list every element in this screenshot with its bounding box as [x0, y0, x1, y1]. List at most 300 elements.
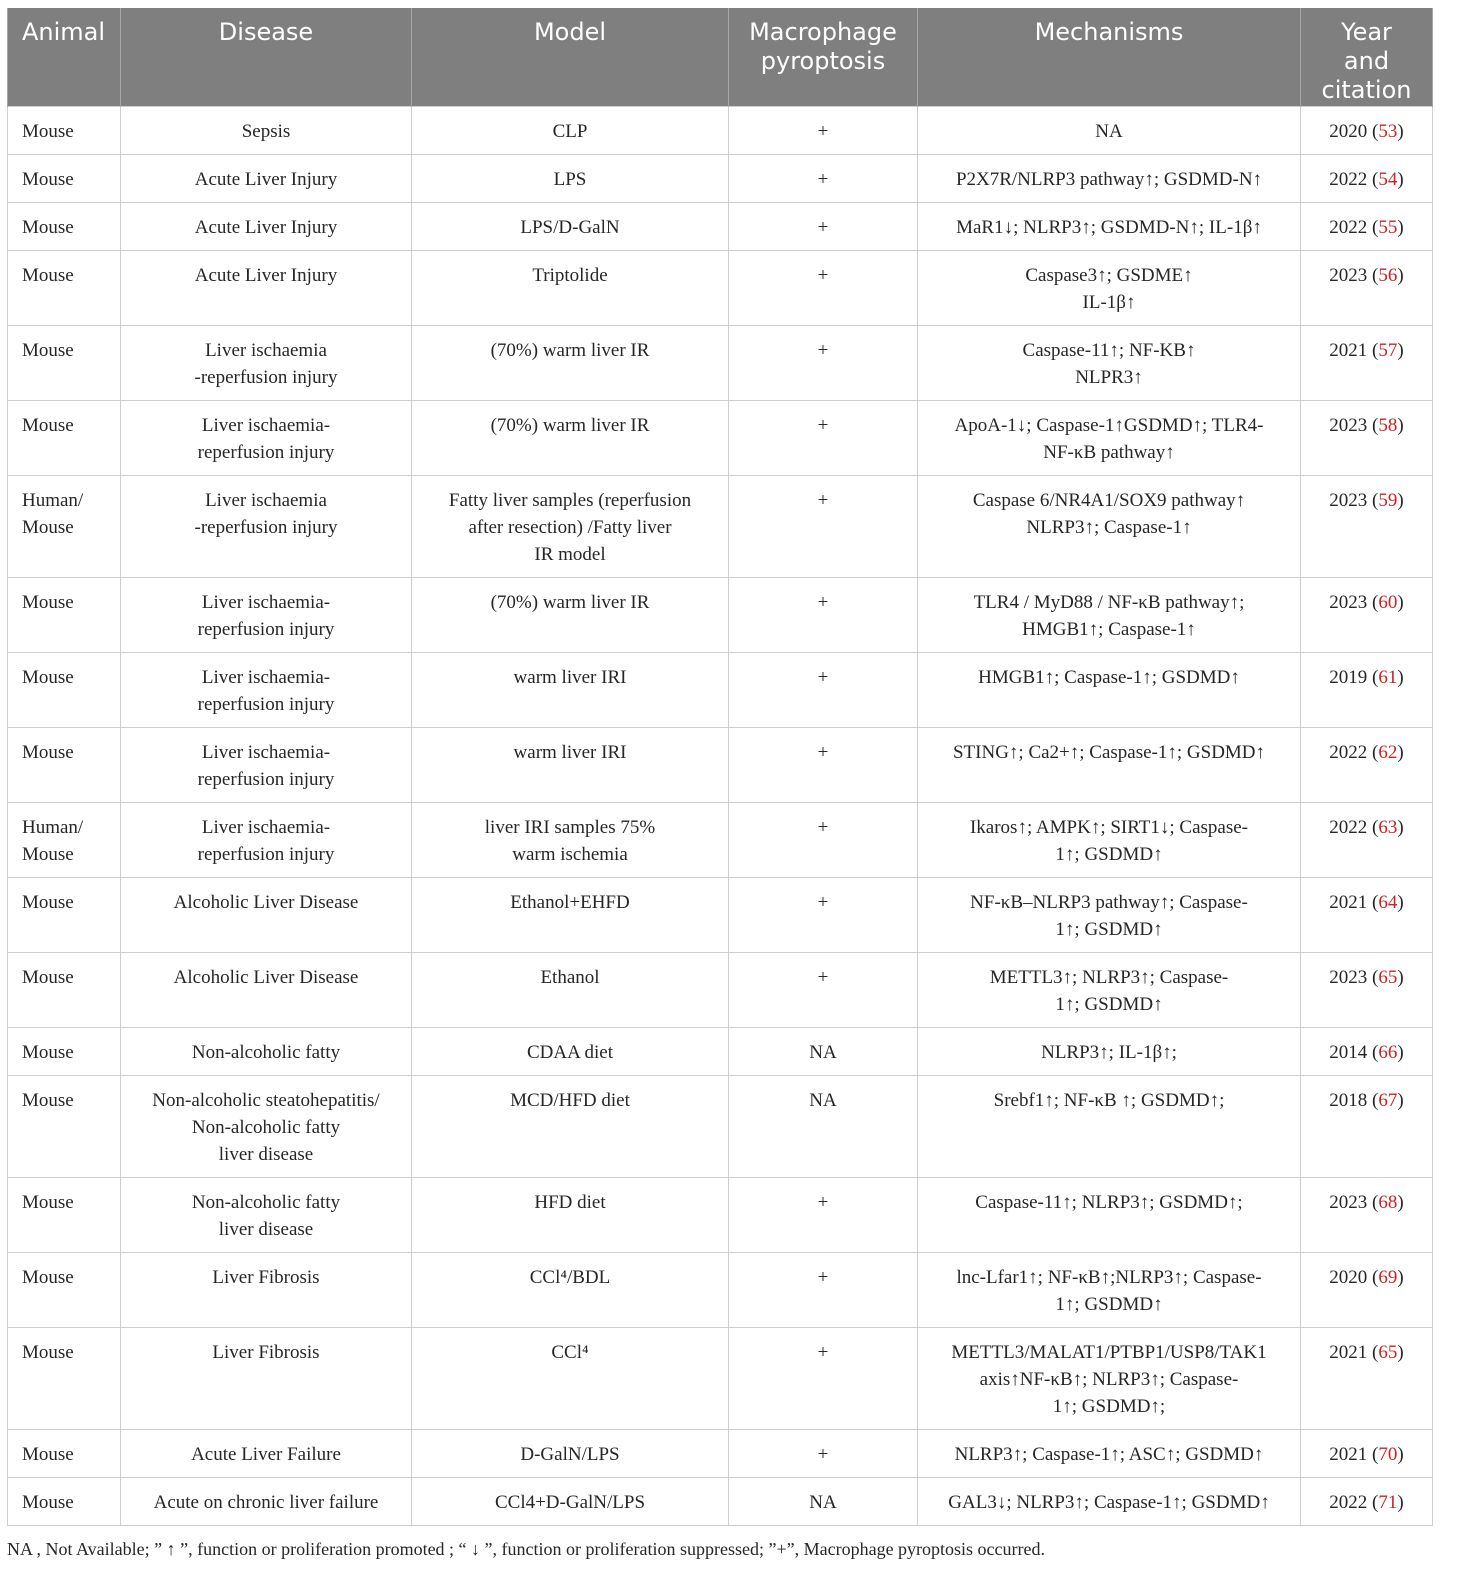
year: 2022	[1329, 741, 1368, 763]
mechanisms-line: TLR4 / MyD88 / NF-κB pathway↑;	[973, 591, 1245, 613]
table-row	[8, 727, 1433, 802]
mechanisms-line: Caspase-11↑; NLRP3↑; GSDMD↑;	[975, 1191, 1243, 1213]
cell-year-citation: 2021 (64)	[1301, 877, 1433, 952]
header-line: Model	[533, 18, 607, 46]
animal-line: Mouse	[22, 741, 74, 763]
pyroptosis-line: +	[817, 489, 829, 511]
cell-model	[412, 202, 729, 250]
mechanisms-line: Ikaros↑; AMPK↑; SIRT1↓; Caspase-	[969, 816, 1249, 838]
cell-year-citation: 2023 (59)	[1301, 475, 1433, 577]
animal-line: Mouse	[22, 591, 74, 613]
disease-line: liver disease	[218, 1143, 314, 1165]
column-header-pyroptosis	[729, 8, 918, 106]
citation-link[interactable]: 55	[1378, 216, 1398, 238]
model-line: Triptolide	[532, 264, 608, 286]
mechanisms-line: NA	[1095, 120, 1123, 142]
year: 2023	[1329, 414, 1368, 436]
citation-link[interactable]: 56	[1378, 264, 1398, 286]
cell-pyroptosis	[729, 1027, 918, 1075]
cell-mechanisms	[918, 652, 1301, 727]
cell-model	[412, 727, 729, 802]
cell-animal	[8, 1075, 121, 1177]
animal-line: Mouse	[22, 1341, 74, 1363]
table-footnote: NA , Not Available; ” ↑ ”, function or proliferation promoted ; “ ↓ ”, function or proliferation suppressed; ”+”, Macrophage pyroptosis occurred.	[7, 1539, 1046, 1559]
table-row	[8, 1075, 1433, 1177]
cell-mechanisms	[918, 202, 1301, 250]
disease-line: Sepsis	[241, 120, 291, 142]
pyroptosis-line: +	[817, 816, 829, 838]
mechanisms-line: NF-κB–NLRP3 pathway↑; Caspase-	[970, 891, 1248, 913]
cell-year-citation: 2020 (53)	[1301, 106, 1433, 154]
cell-disease	[121, 652, 412, 727]
cell-disease	[121, 1027, 412, 1075]
cell-year-citation: 2023 (58)	[1301, 400, 1433, 475]
table-row	[8, 1252, 1433, 1327]
mechanisms-line: NLRP3↑; Caspase-1↑	[1026, 516, 1192, 538]
cell-mechanisms	[918, 877, 1301, 952]
pyroptosis-line: +	[817, 168, 829, 190]
cell-disease	[121, 727, 412, 802]
disease-line: Liver ischaemia-	[201, 816, 331, 838]
year: 2020	[1329, 120, 1368, 142]
table-row	[8, 802, 1433, 877]
cell-year-citation: 2018 (67)	[1301, 1075, 1433, 1177]
year: 2021	[1329, 1443, 1368, 1465]
model-line: (70%) warm liver IR	[490, 414, 650, 436]
cell-pyroptosis	[729, 1177, 918, 1252]
animal-line: Mouse	[22, 168, 74, 190]
cell-year-citation: 2022 (54)	[1301, 154, 1433, 202]
disease-line: Acute Liver Injury	[194, 216, 338, 238]
pyroptosis-line: +	[817, 414, 829, 436]
pyroptosis-line: +	[817, 966, 829, 988]
pyroptosis-line: NA	[809, 1491, 837, 1513]
year: 2023	[1329, 1191, 1368, 1213]
cell-mechanisms	[918, 1075, 1301, 1177]
disease-line: Acute Liver Failure	[191, 1443, 341, 1465]
animal-line: Mouse	[22, 1041, 74, 1063]
cell-disease	[121, 1177, 412, 1252]
animal-line: Mouse	[22, 414, 74, 436]
model-line: CCl⁴/BDL	[529, 1266, 611, 1288]
cell-animal	[8, 802, 121, 877]
cell-mechanisms	[918, 1252, 1301, 1327]
citation-link[interactable]: 60	[1378, 591, 1398, 613]
cell-year-citation: 2022 (62)	[1301, 727, 1433, 802]
disease-line: reperfusion injury	[197, 843, 335, 865]
citation-link[interactable]: 63	[1378, 816, 1398, 838]
citation-link[interactable]: 62	[1378, 741, 1398, 763]
cell-pyroptosis	[729, 1327, 918, 1429]
model-line: warm liver IRI	[513, 666, 627, 688]
disease-line: liver disease	[218, 1218, 314, 1240]
table-row	[8, 652, 1433, 727]
cell-disease	[121, 250, 412, 325]
table-row	[8, 1177, 1433, 1252]
cell-pyroptosis	[729, 202, 918, 250]
model-line: CCl⁴	[551, 1341, 589, 1363]
mechanisms-line: GAL3↓; NLRP3↑; Caspase-1↑; GSDMD↑	[948, 1491, 1270, 1513]
model-line: MCD/HFD diet	[510, 1089, 630, 1111]
disease-line: Non-alcoholic fatty	[191, 1041, 341, 1063]
cell-model	[412, 952, 729, 1027]
disease-line: Liver Fibrosis	[212, 1266, 320, 1288]
cell-year-citation: 2022 (55)	[1301, 202, 1433, 250]
model-line: warm ischemia	[512, 843, 628, 865]
table-body	[8, 106, 1433, 1525]
year: 2018	[1329, 1089, 1368, 1111]
cell-animal	[8, 202, 121, 250]
header-line: Disease	[218, 18, 314, 46]
column-header-mechanisms	[918, 8, 1301, 106]
cell-pyroptosis	[729, 325, 918, 400]
year: 2023	[1329, 489, 1368, 511]
mechanisms-line: 1↑; GSDMD↑	[1055, 918, 1163, 940]
cell-mechanisms	[918, 154, 1301, 202]
year: 2023	[1329, 966, 1368, 988]
table-row	[8, 400, 1433, 475]
cell-disease	[121, 802, 412, 877]
cell-year-citation: 2021 (57)	[1301, 325, 1433, 400]
cell-pyroptosis	[729, 475, 918, 577]
year: 2021	[1329, 891, 1368, 913]
cell-mechanisms	[918, 1429, 1301, 1477]
year: 2021	[1329, 1341, 1368, 1363]
cell-mechanisms	[918, 475, 1301, 577]
cell-pyroptosis	[729, 1477, 918, 1525]
citation-link[interactable]: 70	[1378, 1443, 1398, 1465]
cell-model	[412, 154, 729, 202]
cell-pyroptosis	[729, 400, 918, 475]
cell-year-citation: 2023 (68)	[1301, 1177, 1433, 1252]
year: 2022	[1329, 216, 1368, 238]
cell-model	[412, 1477, 729, 1525]
citation-link[interactable]: 68	[1378, 1191, 1398, 1213]
citation-link[interactable]: 69	[1378, 1266, 1398, 1288]
header-line: pyroptosis	[760, 47, 886, 75]
mechanisms-line: IL-1β↑	[1082, 291, 1136, 313]
mechanisms-line: ApoA-1↓; Caspase-1↑GSDMD↑; TLR4-	[954, 414, 1264, 436]
animal-line: Mouse	[22, 843, 74, 865]
cell-disease	[121, 325, 412, 400]
year: 2022	[1329, 816, 1368, 838]
header-line: Mechanisms	[1034, 18, 1184, 46]
cell-pyroptosis	[729, 250, 918, 325]
citation-link[interactable]: 65	[1378, 1341, 1398, 1363]
cell-mechanisms	[918, 1327, 1301, 1429]
cell-model	[412, 250, 729, 325]
mechanisms-line: NLRP3↑; IL-1β↑;	[1041, 1041, 1177, 1063]
cell-model	[412, 106, 729, 154]
disease-line: Liver ischaemia-	[201, 591, 331, 613]
cell-disease	[121, 1429, 412, 1477]
disease-line: Acute Liver Injury	[194, 264, 338, 286]
cell-pyroptosis	[729, 1075, 918, 1177]
animal-line: Mouse	[22, 216, 74, 238]
citation-link[interactable]: 71	[1378, 1491, 1398, 1513]
cell-mechanisms	[918, 802, 1301, 877]
disease-line: -reperfusion injury	[194, 516, 338, 538]
cell-animal	[8, 1429, 121, 1477]
disease-line: Liver Fibrosis	[212, 1341, 320, 1363]
cell-disease	[121, 877, 412, 952]
disease-line: Non-alcoholic fatty	[191, 1116, 341, 1138]
year: 2022	[1329, 1491, 1368, 1513]
cell-model	[412, 802, 729, 877]
table-row	[8, 154, 1433, 202]
disease-line: -reperfusion injury	[194, 366, 338, 388]
disease-line: reperfusion injury	[197, 618, 335, 640]
cell-mechanisms	[918, 325, 1301, 400]
cell-animal	[8, 1477, 121, 1525]
model-line: CLP	[552, 120, 588, 142]
animal-line: Mouse	[22, 891, 74, 913]
cell-disease	[121, 1477, 412, 1525]
disease-line: Acute on chronic liver failure	[153, 1491, 379, 1513]
cell-model	[412, 877, 729, 952]
mechanisms-line: Srebf1↑; NF-κB ↑; GSDMD↑;	[993, 1089, 1225, 1111]
animal-line: Mouse	[22, 1191, 74, 1213]
mechanisms-line: Caspase-11↑; NF-KB↑	[1022, 339, 1196, 361]
model-line: (70%) warm liver IR	[490, 591, 650, 613]
header-line: Animal	[22, 18, 106, 46]
cell-model	[412, 577, 729, 652]
disease-line: reperfusion injury	[197, 693, 335, 715]
table-row	[8, 1477, 1433, 1525]
pyroptosis-line: +	[817, 1341, 829, 1363]
cell-mechanisms	[918, 400, 1301, 475]
pyroptosis-line: +	[817, 216, 829, 238]
table-row	[8, 106, 1433, 154]
citation-link[interactable]: 64	[1378, 891, 1398, 913]
citation-link[interactable]: 54	[1378, 168, 1398, 190]
animal-line: Mouse	[22, 1491, 74, 1513]
cell-animal	[8, 1177, 121, 1252]
cell-animal	[8, 250, 121, 325]
cell-model	[412, 400, 729, 475]
cell-pyroptosis	[729, 952, 918, 1027]
disease-line: Liver ischaemia-	[201, 741, 331, 763]
model-line: LPS	[553, 168, 587, 190]
mechanisms-line: NLPR3↑	[1075, 366, 1143, 388]
model-line: after resection) /Fatty liver	[468, 516, 672, 538]
header-row	[8, 8, 1433, 106]
model-line: warm liver IRI	[513, 741, 627, 763]
disease-line: reperfusion injury	[197, 441, 335, 463]
cell-year-citation: 2023 (65)	[1301, 952, 1433, 1027]
animal-line: Mouse	[22, 1266, 74, 1288]
table-header	[8, 8, 1433, 106]
cell-animal	[8, 106, 121, 154]
cell-year-citation: 2022 (71)	[1301, 1477, 1433, 1525]
cell-year-citation: 2022 (63)	[1301, 802, 1433, 877]
header-line: Macrophage	[749, 18, 897, 46]
citation-link[interactable]: 66	[1378, 1041, 1398, 1063]
mechanisms-line: Caspase3↑; GSDME↑	[1025, 264, 1193, 286]
citation-link[interactable]: 67	[1378, 1089, 1398, 1111]
disease-line: reperfusion injury	[197, 768, 335, 790]
citation-link[interactable]: 53	[1378, 120, 1398, 142]
year: 2022	[1329, 168, 1368, 190]
mechanisms-line: HMGB1↑; Caspase-1↑	[1022, 618, 1196, 640]
mechanisms-line: STING↑; Ca2+↑; Caspase-1↑; GSDMD↑	[952, 741, 1266, 763]
cell-disease	[121, 400, 412, 475]
cell-animal	[8, 1252, 121, 1327]
cell-pyroptosis	[729, 577, 918, 652]
animal-line: Mouse	[22, 516, 74, 538]
citation-link[interactable]: 58	[1378, 414, 1398, 436]
cell-pyroptosis	[729, 877, 918, 952]
year: 2019	[1329, 666, 1368, 688]
disease-line: Liver ischaemia	[205, 339, 327, 361]
table-row	[8, 577, 1433, 652]
cell-animal	[8, 400, 121, 475]
cell-disease	[121, 1075, 412, 1177]
animal-line: Mouse	[22, 966, 74, 988]
model-line: D-GalN/LPS	[520, 1443, 620, 1465]
cell-year-citation: 2021 (65)	[1301, 1327, 1433, 1429]
animal-line: Mouse	[22, 1443, 74, 1465]
cell-animal	[8, 475, 121, 577]
cell-animal	[8, 727, 121, 802]
header-line: citation	[1321, 76, 1412, 104]
pyroptosis-line: +	[817, 339, 829, 361]
model-line: CCl4+D-GalN/LPS	[494, 1491, 646, 1513]
model-line: Ethanol	[540, 966, 600, 988]
mechanisms-line: MaR1↓; NLRP3↑; GSDMD-N↑; IL-1β↑	[956, 216, 1262, 238]
cell-model	[412, 1027, 729, 1075]
mechanisms-line: lnc-Lfar1↑; NF-κB↑;NLRP3↑; Caspase-	[956, 1266, 1262, 1288]
table-row	[8, 952, 1433, 1027]
table-row	[8, 877, 1433, 952]
cell-model	[412, 1177, 729, 1252]
citation-link[interactable]: 57	[1378, 339, 1398, 361]
model-line: IR model	[534, 543, 606, 565]
cell-pyroptosis	[729, 1252, 918, 1327]
pyroptosis-line: +	[817, 891, 829, 913]
table-row	[8, 202, 1433, 250]
pyroptosis-line: +	[817, 1191, 829, 1213]
cell-disease	[121, 1327, 412, 1429]
header-line: Year	[1341, 18, 1392, 46]
cell-year-citation: 2021 (70)	[1301, 1429, 1433, 1477]
year: 2021	[1329, 339, 1368, 361]
disease-line: Non-alcoholic steatohepatitis/	[152, 1089, 380, 1111]
citation-link[interactable]: 61	[1378, 666, 1398, 688]
cell-animal	[8, 577, 121, 652]
mechanisms-line: axis↑NF-κB↑; NLRP3↑; Caspase-	[979, 1368, 1239, 1390]
cell-pyroptosis	[729, 727, 918, 802]
cell-disease	[121, 475, 412, 577]
pyroptosis-line: +	[817, 120, 829, 142]
pyroptosis-line: +	[817, 1443, 829, 1465]
disease-line: Acute Liver Injury	[194, 168, 338, 190]
cell-mechanisms	[918, 577, 1301, 652]
column-header-year	[1301, 8, 1433, 106]
cell-mechanisms	[918, 106, 1301, 154]
column-header-animal	[8, 8, 121, 106]
cell-disease	[121, 106, 412, 154]
mechanisms-line: 1↑; GSDMD↑	[1055, 1293, 1163, 1315]
cell-animal	[8, 325, 121, 400]
pyroptosis-line: +	[817, 741, 829, 763]
cell-disease	[121, 154, 412, 202]
citation-link[interactable]: 59	[1378, 489, 1398, 511]
cell-disease	[121, 1252, 412, 1327]
cell-animal	[8, 877, 121, 952]
pyroptosis-table	[7, 8, 1433, 1526]
animal-line: Mouse	[22, 1089, 74, 1111]
cell-mechanisms	[918, 727, 1301, 802]
animal-line: Human/	[22, 816, 84, 838]
cell-pyroptosis	[729, 802, 918, 877]
column-header-model	[412, 8, 729, 106]
pyroptosis-line: +	[817, 1266, 829, 1288]
cell-mechanisms	[918, 1027, 1301, 1075]
header-line: and	[1343, 47, 1390, 75]
cell-model	[412, 1327, 729, 1429]
pyroptosis-line: +	[817, 591, 829, 613]
disease-line: Liver ischaemia-	[201, 414, 331, 436]
cell-disease	[121, 577, 412, 652]
pyroptosis-line: +	[817, 666, 829, 688]
disease-line: Liver ischaemia-	[201, 666, 331, 688]
cell-animal	[8, 1327, 121, 1429]
pyroptosis-line: +	[817, 264, 829, 286]
animal-line: Mouse	[22, 339, 74, 361]
cell-model	[412, 652, 729, 727]
cell-mechanisms	[918, 250, 1301, 325]
disease-line: Non-alcoholic fatty	[191, 1191, 341, 1213]
cell-model	[412, 1075, 729, 1177]
column-header-disease	[121, 8, 412, 106]
mechanisms-line: METTL3/MALAT1/PTBP1/USP8/TAK1	[951, 1341, 1267, 1363]
cell-year-citation: 2023 (56)	[1301, 250, 1433, 325]
mechanisms-line: Caspase 6/NR4A1/SOX9 pathway↑	[972, 489, 1246, 511]
animal-line: Mouse	[22, 666, 74, 688]
citation-link[interactable]: 65	[1378, 966, 1398, 988]
disease-line: Alcoholic Liver Disease	[173, 966, 359, 988]
mechanisms-line: NLRP3↑; Caspase-1↑; ASC↑; GSDMD↑	[954, 1443, 1264, 1465]
model-line: CDAA diet	[526, 1041, 614, 1063]
cell-animal	[8, 154, 121, 202]
cell-animal	[8, 1027, 121, 1075]
mechanisms-line: METTL3↑; NLRP3↑; Caspase-	[989, 966, 1229, 988]
cell-pyroptosis	[729, 1429, 918, 1477]
table-row	[8, 325, 1433, 400]
cell-year-citation: 2019 (61)	[1301, 652, 1433, 727]
model-line: Ethanol+EHFD	[510, 891, 630, 913]
table-row	[8, 1027, 1433, 1075]
cell-model	[412, 475, 729, 577]
pyroptosis-line: NA	[809, 1089, 837, 1111]
disease-line: Alcoholic Liver Disease	[173, 891, 359, 913]
disease-line: Liver ischaemia	[205, 489, 327, 511]
cell-model	[412, 1252, 729, 1327]
mechanisms-line: NF-κB pathway↑	[1043, 441, 1175, 463]
cell-pyroptosis	[729, 652, 918, 727]
cell-model	[412, 1429, 729, 1477]
cell-year-citation: 2014 (66)	[1301, 1027, 1433, 1075]
model-line: Fatty liver samples (reperfusion	[448, 489, 692, 511]
cell-animal	[8, 652, 121, 727]
model-line: LPS/D-GalN	[520, 216, 620, 238]
table-row	[8, 250, 1433, 325]
mechanisms-line: HMGB1↑; Caspase-1↑; GSDMD↑	[978, 666, 1240, 688]
mechanisms-line: 1↑; GSDMD↑	[1055, 843, 1163, 865]
cell-mechanisms	[918, 1177, 1301, 1252]
cell-pyroptosis	[729, 106, 918, 154]
